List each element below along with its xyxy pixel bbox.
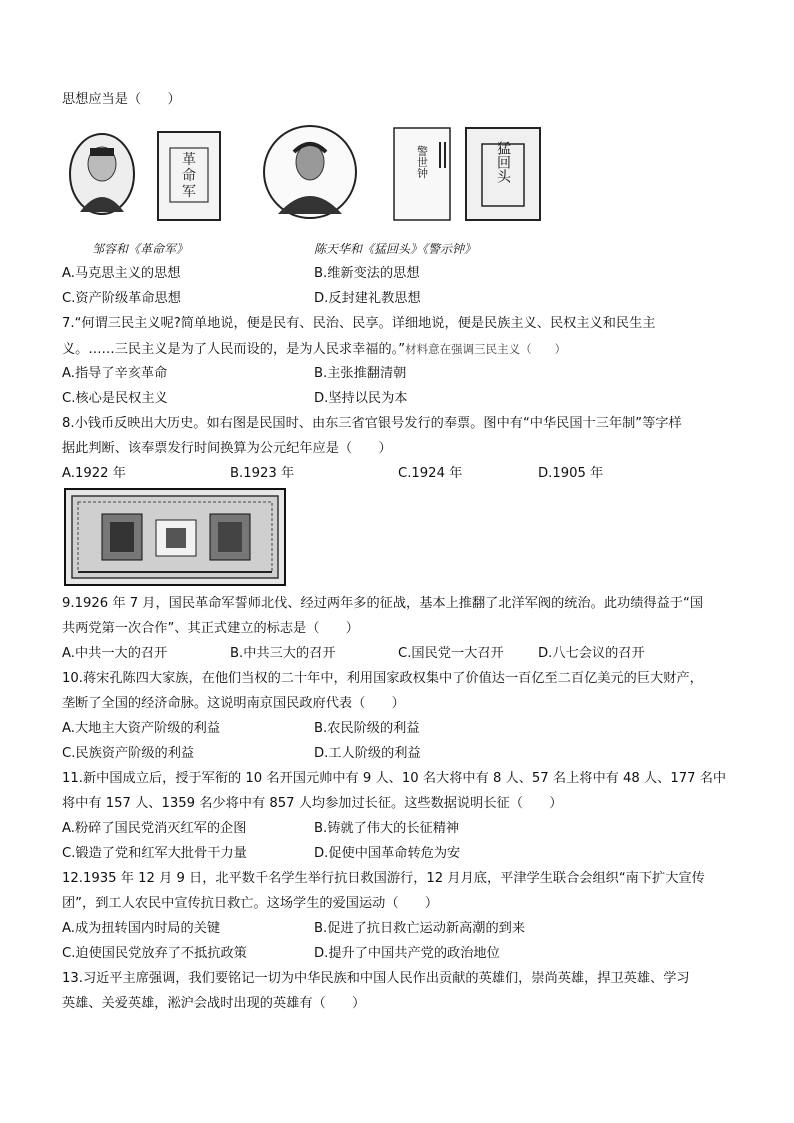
jingshi-title: 警世钟 bbox=[415, 145, 429, 179]
q9-option-d: D.八七会议的召开 bbox=[538, 646, 645, 661]
q7-line-2-quote: 义。……三民主义是为了人民而设的，是为人民求幸福的。” bbox=[62, 342, 406, 357]
menghuitou-book bbox=[466, 128, 540, 220]
q8-option-a: A.1922 年 bbox=[62, 466, 126, 481]
seal-char-3: 军 bbox=[182, 184, 196, 200]
q7-option-d: D.坚持以民为本 bbox=[314, 391, 408, 406]
q10-line-1: 10.蒋宋孔陈四大家族，在他们当权的二十年中，利用国家政权集中了价值达一百亿至二百亿美元的巨大财产， bbox=[62, 671, 703, 686]
q6-option-a: A.马克思主义的思想 bbox=[62, 266, 181, 281]
q10-option-a: A.大地主大资产阶级的利益 bbox=[62, 721, 221, 736]
q11-line-1: 11.新中国成立后，授于军衔的 10 名开国元帅中有 9 人、10 名大将中有 8 人、57 名上将中有 48 人、177 名中 bbox=[62, 771, 727, 786]
q11-option-c: C.锻造了党和红军大批骨干力量 bbox=[62, 846, 247, 861]
q9-option-a: A.中共一大的召开 bbox=[62, 646, 168, 661]
fengpiao-banknote-image bbox=[64, 488, 286, 586]
q9-line-2: 共两党第一次合作”、其正式建立的标志是（ ） bbox=[62, 621, 359, 636]
q8-line-2: 据此判断、该奉票发行时间换算为公元纪年应是（ ） bbox=[62, 441, 392, 456]
q12-option-c: C.迫使国民党放弃了不抵抗政策 bbox=[62, 946, 247, 961]
q9-line-1: 9.1926 年 7 月，国民革命军誓师北伐、经过两年多的征战，基本上推翻了北洋军阀的统治。此功绩得益于“国 bbox=[62, 596, 703, 611]
q6-figure bbox=[62, 122, 552, 232]
q7-option-b: B.主张推翻清朝 bbox=[314, 366, 407, 381]
chen-tianhua-portrait bbox=[264, 126, 356, 218]
q12-line-1: 12.1935 年 12 月 9 日，北平数千名学生举行抗日救国游行，12 月月底，平津学生联合会组织“南下扩大宣传 bbox=[62, 871, 705, 886]
q9-option-c: C.国民党一大召开 bbox=[398, 646, 504, 661]
q8-option-c: C.1924 年 bbox=[398, 466, 463, 481]
q13-line-2: 英雄、关爱英雄，淞沪会战时出现的英雄有（ ） bbox=[62, 996, 366, 1011]
q11-option-d: D.促使中国革命转危为安 bbox=[314, 846, 461, 861]
q13-line-1: 13.习近平主席强调，我们要铭记一切为中华民族和中国人民作出贡献的英雄们，崇尚英雄，捍卫英雄、学习 bbox=[62, 971, 690, 986]
q6-option-d: D.反封建礼教思想 bbox=[314, 291, 421, 306]
q7-option-a: A.指导了辛亥革命 bbox=[62, 366, 168, 381]
q8-line-1: 8.小钱币反映出大历史。如右图是民国时、由东三省官银号发行的奉票。图中有“中华民国十三年制”等字样 bbox=[62, 416, 682, 431]
q8-option-b: B.1923 年 bbox=[230, 466, 295, 481]
caption-zou-rong: 邹容和《革命军》 bbox=[92, 242, 189, 256]
q6-stem-tail: 思想应当是（ ） bbox=[62, 92, 181, 107]
q10-option-c: C.民族资产阶级的利益 bbox=[62, 746, 195, 761]
caption-chen-tianhua: 陈天华和《猛回头》《警示钟》 bbox=[314, 242, 477, 256]
q10-line-2: 垄断了全国的经济命脉。这说明南京国民政府代表（ ） bbox=[62, 696, 405, 711]
q6-option-c: C.资产阶级革命思想 bbox=[62, 291, 181, 306]
seal-char-1: 革 bbox=[182, 152, 196, 168]
q8-option-d: D.1905 年 bbox=[538, 466, 604, 481]
q7-line-2-question: 材料意在强调三民主义（ ） bbox=[405, 342, 567, 356]
q6-option-b: B.维新变法的思想 bbox=[314, 266, 420, 281]
q7-option-c: C.核心是民权主义 bbox=[62, 391, 168, 406]
q11-line-2: 将中有 157 人、1359 名少将中有 857 人均参加过长征。这些数据说明长征（ ） bbox=[62, 796, 563, 811]
menghuitou-title: 猛回头 bbox=[495, 141, 511, 183]
seal-char-2: 命 bbox=[182, 168, 196, 184]
zou-rong-portrait bbox=[70, 134, 134, 214]
q12-option-d: D.提升了中国共产党的政治地位 bbox=[314, 946, 500, 961]
q9-option-b: B.中共三大的召开 bbox=[230, 646, 336, 661]
q12-line-2: 团”，到工人农民中宣传抗日救亡。这场学生的爱国运动（ ） bbox=[62, 896, 439, 911]
jingshi-zhong-book bbox=[394, 128, 450, 220]
geming-jun-book bbox=[158, 132, 220, 220]
q12-option-b: B.促进了抗日救亡运动新高潮的到来 bbox=[314, 921, 526, 936]
q11-option-b: B.铸就了伟大的长征精神 bbox=[314, 821, 460, 836]
q10-option-d: D.工人阶级的利益 bbox=[314, 746, 421, 761]
q12-option-a: A.成为扭转国内时局的关键 bbox=[62, 921, 221, 936]
q7-line-1: 7.“何谓三民主义呢?简单地说，便是民有、民治、民享。详细地说，便是民族主义、民权主义和民生主 bbox=[62, 316, 656, 331]
q7-line-2 bbox=[62, 339, 566, 360]
q11-option-a: A.粉碎了国民党消灭红军的企图 bbox=[62, 821, 247, 836]
q10-option-b: B.农民阶级的利益 bbox=[314, 721, 420, 736]
